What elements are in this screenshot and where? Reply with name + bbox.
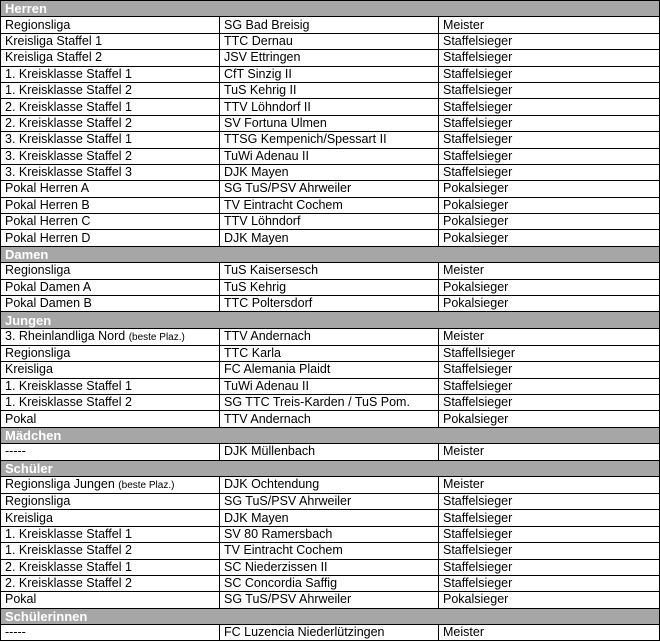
table-row (1, 115, 660, 131)
result-cell: Pokalsieger (439, 279, 660, 295)
result-cell: Staffelsieger (439, 115, 660, 131)
team-cell: SG TuS/PSV Ahrweiler (220, 592, 439, 608)
league-name: Pokal Herren C (5, 214, 91, 229)
table-row (1, 543, 660, 559)
section-header-row (1, 427, 660, 443)
league-cell (1, 50, 220, 66)
table-row (1, 214, 660, 230)
league-name: Pokal Herren D (5, 230, 91, 245)
section-title: Damen (1, 246, 660, 262)
league-note: (beste Plaz.) (128, 331, 185, 343)
team-cell: SV 80 Ramersbach (220, 526, 439, 542)
table-row (1, 411, 660, 427)
league-cell (1, 362, 220, 378)
table-row (1, 296, 660, 312)
team-cell: TTC Poltersdorf (220, 296, 439, 312)
result-cell: Staffelsieger (439, 378, 660, 394)
league-cell (1, 526, 220, 542)
result-cell: Meister (439, 17, 660, 33)
table-row (1, 99, 660, 115)
result-cell: Staffelsieger (439, 559, 660, 575)
league-name: ----- (5, 444, 26, 459)
result-cell: Meister (439, 625, 660, 641)
team-cell: SC Concordia Saffig (220, 575, 439, 591)
team-cell: SV Fortuna Ulmen (220, 115, 439, 131)
team-cell: SG TTC Treis-Karden / TuS Pom. (220, 394, 439, 410)
league-cell (1, 66, 220, 82)
team-cell: TTV Löhndorf II (220, 99, 439, 115)
team-cell: FC Luzencia Niederlützingen (220, 625, 439, 641)
table-row (1, 394, 660, 410)
table-row (1, 132, 660, 148)
team-cell: CfT Sinzig II (220, 66, 439, 82)
team-cell: TuWi Adenau II (220, 148, 439, 164)
league-name: Kreisliga Staffel 2 (5, 50, 103, 65)
result-cell: Staffellsieger (439, 345, 660, 361)
result-cell: Staffelsieger (439, 50, 660, 66)
league-cell (1, 17, 220, 33)
league-name: Regionsliga Jungen (5, 476, 115, 491)
section-title: Schülerinnen (1, 608, 660, 624)
result-cell: Staffelsieger (439, 543, 660, 559)
section-header-row (1, 312, 660, 328)
table-row (1, 181, 660, 197)
league-cell (1, 296, 220, 312)
result-cell: Staffelsieger (439, 526, 660, 542)
league-name: Pokal (5, 411, 37, 426)
table-row (1, 526, 660, 542)
result-cell: Staffelsieger (439, 493, 660, 509)
result-cell: Pokalsieger (439, 197, 660, 213)
league-name: Regionsliga (5, 494, 71, 509)
team-cell: TV Eintracht Cochem (220, 197, 439, 213)
result-cell: Staffelsieger (439, 394, 660, 410)
league-name: 1. Kreisklasse Staffel 1 (5, 378, 132, 393)
league-name: 3. Kreisklasse Staffel 3 (5, 165, 132, 180)
league-cell (1, 33, 220, 49)
league-cell (1, 394, 220, 410)
team-cell: SC Niederzissen II (220, 559, 439, 575)
league-cell (1, 493, 220, 509)
result-cell: Staffelsieger (439, 164, 660, 180)
result-cell: Pokalsieger (439, 296, 660, 312)
table-row (1, 559, 660, 575)
league-name: Kreisliga (5, 510, 53, 525)
table-row (1, 82, 660, 98)
section-title: Jungen (1, 312, 660, 328)
result-cell: Staffelsieger (439, 99, 660, 115)
result-cell: Meister (439, 476, 660, 493)
league-name: Pokal (5, 592, 37, 607)
league-cell (1, 592, 220, 608)
league-cell (1, 543, 220, 559)
league-cell (1, 181, 220, 197)
result-cell: Pokalsieger (439, 592, 660, 608)
result-cell: Staffelsieger (439, 33, 660, 49)
table-row (1, 493, 660, 509)
league-cell (1, 263, 220, 279)
team-cell: TuS Kehrig II (220, 82, 439, 98)
team-cell: DJK Mayen (220, 510, 439, 526)
league-cell (1, 279, 220, 295)
league-name: Pokal Damen A (5, 279, 92, 294)
league-name: 3. Kreisklasse Staffel 2 (5, 148, 132, 163)
league-cell (1, 476, 220, 493)
team-cell: TuS Kaisersesch (220, 263, 439, 279)
league-name: Regionsliga (5, 17, 71, 32)
section-header-row (1, 608, 660, 624)
result-cell: Staffelsieger (439, 66, 660, 82)
team-cell: TuWi Adenau II (220, 378, 439, 394)
table-row (1, 625, 660, 641)
table-row (1, 510, 660, 526)
table-row (1, 476, 660, 493)
league-cell (1, 99, 220, 115)
table-row (1, 164, 660, 180)
league-name: 2. Kreisklasse Staffel 2 (5, 576, 132, 591)
team-cell: DJK Ochtendung (220, 476, 439, 493)
league-name: Pokal Herren A (5, 181, 90, 196)
table-row (1, 575, 660, 591)
league-cell (1, 575, 220, 591)
team-cell: TV Eintracht Cochem (220, 543, 439, 559)
table-row (1, 279, 660, 295)
table-row (1, 148, 660, 164)
team-cell: JSV Ettringen (220, 50, 439, 66)
league-name: 1. Kreisklasse Staffel 2 (5, 83, 132, 98)
league-cell (1, 411, 220, 427)
result-cell: Meister (439, 263, 660, 279)
table-row (1, 197, 660, 213)
table-row (1, 263, 660, 279)
league-name: 3. Kreisklasse Staffel 1 (5, 132, 132, 147)
league-cell (1, 164, 220, 180)
league-name: 2. Kreisklasse Staffel 1 (5, 559, 132, 574)
team-cell: DJK Müllenbach (220, 444, 439, 460)
league-cell (1, 197, 220, 213)
league-cell (1, 230, 220, 246)
league-name: 1. Kreisklasse Staffel 2 (5, 543, 132, 558)
league-cell (1, 345, 220, 361)
league-cell (1, 82, 220, 98)
league-cell (1, 148, 220, 164)
league-name: Regionsliga (5, 263, 71, 278)
league-cell (1, 115, 220, 131)
section-title: Mädchen (1, 427, 660, 443)
table-row (1, 444, 660, 460)
team-cell: TTC Dernau (220, 33, 439, 49)
team-cell: DJK Mayen (220, 164, 439, 180)
league-name: 1. Kreisklasse Staffel 1 (5, 66, 132, 81)
section-title: Herren (1, 1, 660, 17)
result-cell: Staffelsieger (439, 575, 660, 591)
table-row (1, 378, 660, 394)
league-cell (1, 132, 220, 148)
league-name: 3. Rheinlandliga Nord (5, 328, 126, 343)
team-cell: TuS Kehrig (220, 279, 439, 295)
table-row (1, 66, 660, 82)
result-cell: Staffelsieger (439, 132, 660, 148)
league-name: 1. Kreisklasse Staffel 1 (5, 526, 132, 541)
champions-table-body (1, 1, 660, 641)
table-row (1, 17, 660, 33)
league-name: Regionsliga (5, 346, 71, 360)
league-name: ----- (5, 625, 26, 640)
league-name: Pokal Herren B (5, 197, 90, 212)
league-name: Pokal Damen B (5, 296, 92, 311)
league-name: 1. Kreisklasse Staffel 2 (5, 395, 132, 410)
league-note: (beste Plaz.) (118, 479, 175, 491)
league-cell (1, 510, 220, 526)
table-row (1, 362, 660, 378)
table-row (1, 592, 660, 608)
table-row (1, 230, 660, 246)
table-row (1, 328, 660, 345)
section-header-row (1, 1, 660, 17)
team-cell: TTV Andernach (220, 411, 439, 427)
table-row (1, 345, 660, 361)
league-cell (1, 214, 220, 230)
result-cell: Pokalsieger (439, 230, 660, 246)
league-name: 2. Kreisklasse Staffel 2 (5, 115, 132, 130)
result-cell: Meister (439, 328, 660, 345)
team-cell: SG Bad Breisig (220, 17, 439, 33)
result-cell: Staffelsieger (439, 148, 660, 164)
league-cell (1, 625, 220, 641)
result-cell: Pokalsieger (439, 411, 660, 427)
league-cell (1, 328, 220, 345)
league-name: Kreisliga (5, 362, 53, 377)
result-cell: Staffelsieger (439, 362, 660, 378)
league-cell (1, 444, 220, 460)
team-cell: TTV Andernach (220, 328, 439, 345)
table-row (1, 33, 660, 49)
team-cell: TTV Löhndorf (220, 214, 439, 230)
result-cell: Meister (439, 444, 660, 460)
team-cell: SG TuS/PSV Ahrweiler (220, 181, 439, 197)
section-header-row (1, 460, 660, 476)
result-cell: Staffelsieger (439, 82, 660, 98)
team-cell: TTC Karla (220, 345, 439, 361)
result-cell: Pokalsieger (439, 181, 660, 197)
section-title: Schüler (1, 460, 660, 476)
section-header-row (1, 246, 660, 262)
result-cell: Pokalsieger (439, 214, 660, 230)
table-row (1, 50, 660, 66)
league-cell (1, 559, 220, 575)
league-cell (1, 378, 220, 394)
league-name: 2. Kreisklasse Staffel 1 (5, 99, 132, 114)
team-cell: TTSG Kempenich/Spessart II (220, 132, 439, 148)
result-cell: Staffelsieger (439, 510, 660, 526)
team-cell: FC Alemania Plaidt (220, 362, 439, 378)
team-cell: SG TuS/PSV Ahrweiler (220, 493, 439, 509)
league-name: Kreisliga Staffel 1 (5, 33, 103, 48)
team-cell: DJK Mayen (220, 230, 439, 246)
